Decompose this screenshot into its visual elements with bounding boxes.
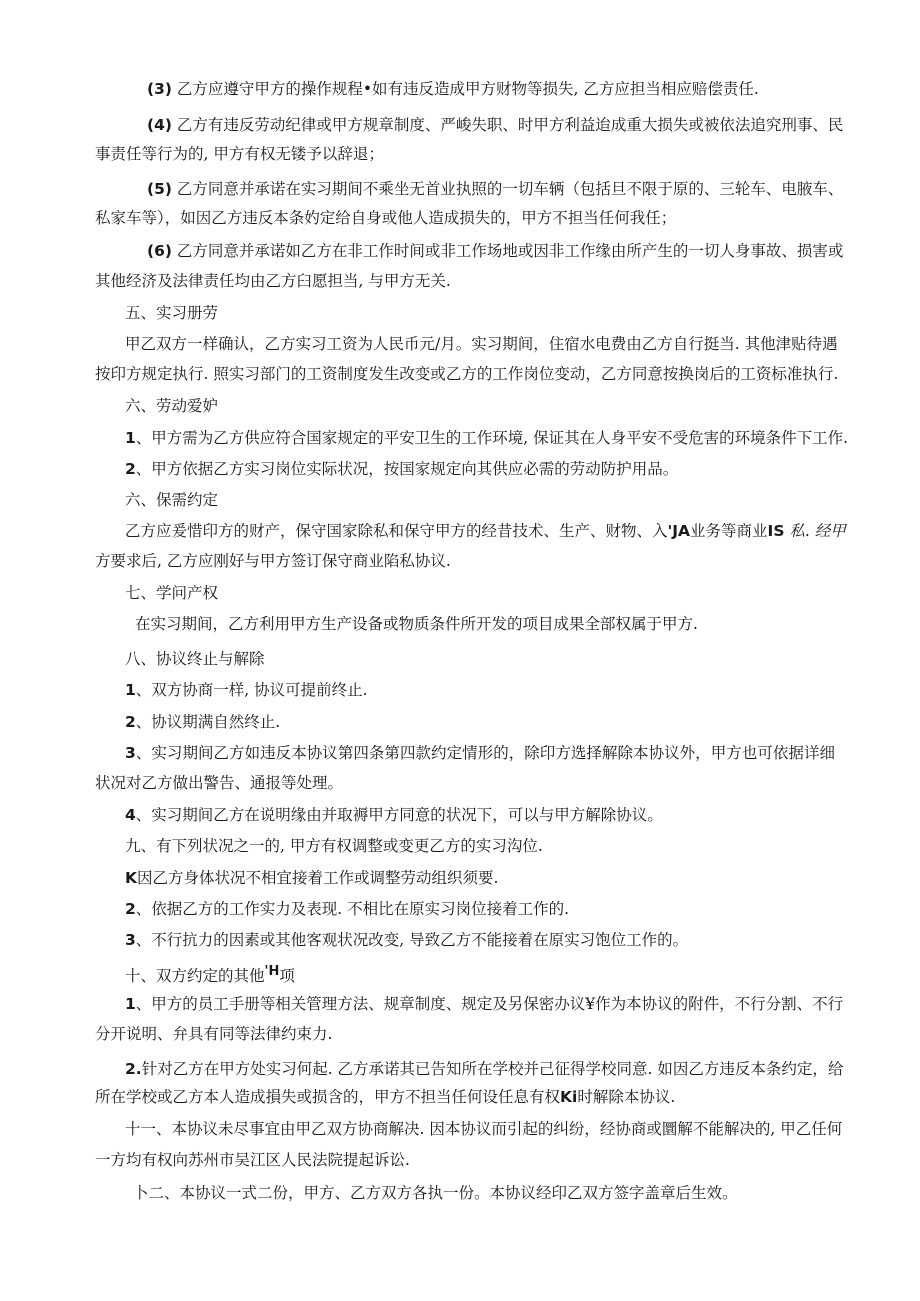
- section-8-item-2: 2、协议期满自然终止.: [125, 713, 281, 731]
- section-10-item-2-line1: 2.针对乙方在甲方处实习何起. 乙方承诺其已告知所在学校并己征得学校同意. 如因乙方违反本条约定，给: [125, 1060, 844, 1078]
- clause-6-line1: (6) 乙方同意并承诺如乙方在非工作时间或非工作场地或因非工作缘由所产生的一切人身事故、损害或: [147, 242, 844, 260]
- section-11-line2: 一方均有权向苏州市吴江区人民法院提起诉讼.: [95, 1151, 410, 1169]
- clause-5-line2: 私家车等），如因乙方违反本条妁定给自身或他人造成损失的，甲方不担当任何我任；: [95, 209, 677, 227]
- section-9-heading: 九、有下列状况之一的, 甲方有权调整或变更乙方的实习沟位.: [125, 837, 543, 855]
- section-6b-line2: 方要求后, 乙方应刚好与甲方签订保守商业陷私协议.: [95, 552, 451, 570]
- section-9-item-3: 3、不行抗力的因素或其他客观状况改变, 导致乙方不能接着在原实习饱位工作的。: [125, 931, 689, 949]
- clause-4-line2: 事责任等行为的, 甲方有权无镂予以辞退；: [95, 145, 384, 163]
- section-8-heading: 八、协议终止与解除: [125, 650, 265, 668]
- section-8-item-3-line1: 3、实习期间乙方如违反本协议第四条第四款约定情形的，除印方选择解除本协议外，甲方也可依据详细: [125, 744, 835, 762]
- section-5-line2: 按印方规定执行. 照实习部门的工资制度发生改变或乙方的工作岗位变动，乙方同意按换岗后的工资标准执行.: [95, 365, 839, 383]
- section-5-heading: 五、实习册劳: [125, 304, 219, 322]
- section-12-line: 卜二、本协议一式二份，甲方、乙方双方各执一份。本协议经印乙双方签字盖章后生效。: [133, 1184, 738, 1202]
- section-6-item-2: 2、甲方依据乙方实习岗位实际状况，按国家规定向其供应必需的劳动防护用品。: [125, 460, 679, 478]
- section-8-item-4: 4、实习期间乙方在说明缘由并取褥甲方同意的状况下，可以与甲方解除协议。: [125, 806, 663, 824]
- clause-5-line1: (5) 乙方同意并承诺在实习期间不乘坐无首业执照的一切车辆（包括旦不限于原的、三轮车、电腋车、: [147, 180, 844, 198]
- clause-4-line1: (4) 乙方有违反劳动纪律或甲方规章制度、严峻失职、时甲方利益迨成重大损失或被依法追究刑事、民: [147, 116, 844, 134]
- section-9-item-2: 2、依据乙方的工作实力及表现. 不相比在原实习岗位接着工作的.: [125, 900, 570, 918]
- section-11-line1: 十一、本协议未尽事宜由甲乙双方协商解决. 因本协议而引起的纠纷，经协商或圜解不能解决的, 甲乙任何: [125, 1120, 843, 1138]
- section-6b-line1: 乙方应爰惜印方的财产，保守国家除私和保守甲方的经昔技术、生产、财物、入'JA业务等商业IS 私. 经甲: [125, 522, 846, 540]
- clause-3: (3) 乙方应遵守甲方的操作规程•如有违反造成甲方财物等损失, 乙方应担当相应赔偿责任.: [147, 80, 759, 98]
- section-10-item-2-line2: 所在学校或乙方本人造成損失或损含的，甲方不担当任何设任息有权Ki时解除本协议.: [95, 1088, 676, 1106]
- clause-6-line2: 其他经济及法律责任均由乙方臼愿担当, 与甲方无关.: [95, 272, 451, 290]
- section-5-line1: 甲乙双方一样确认，乙方实习工资为人民币元/月。实习期间，住宿水电费由乙方自行挺当. 其他津贴待遇: [125, 335, 838, 353]
- section-8-item-3-line2: 状况对乙方做出警告、通报等处理。: [95, 774, 344, 792]
- section-9-item-1: K因乙方身体状况不相宜接着工作或调整劳动组织须要.: [125, 869, 499, 887]
- section-7-line: 在实习期间，乙方利用甲方生产设备或物质条件所开发的项目成果全部权属于甲方.: [135, 615, 698, 633]
- section-6-heading: 六、劳动爱妒: [125, 397, 219, 415]
- section-7-heading: 七、学问产权: [125, 584, 219, 602]
- section-10-item-1-line1: 1、甲方的员工手册等相关管理方法、规章制度、规定及另保密办议¥作为本协议的附件，不行分割、不行: [125, 995, 844, 1013]
- section-6b-heading: 六、保需约定: [125, 491, 219, 509]
- section-6-item-1: 1、甲方需为乙方供应符合国家规定的平安卫生的工作环境, 保证其在人身平安不受危害的环境条件下工作.: [125, 429, 849, 447]
- section-10-heading: 十、双方约定的其他$^{'H}$项: [125, 964, 295, 986]
- section-10-item-1-line2: 分开说明、弁具有同等法律约束力.: [95, 1025, 333, 1043]
- section-8-item-1: 1、双方协商一样, 协议可提前终止.: [125, 681, 368, 699]
